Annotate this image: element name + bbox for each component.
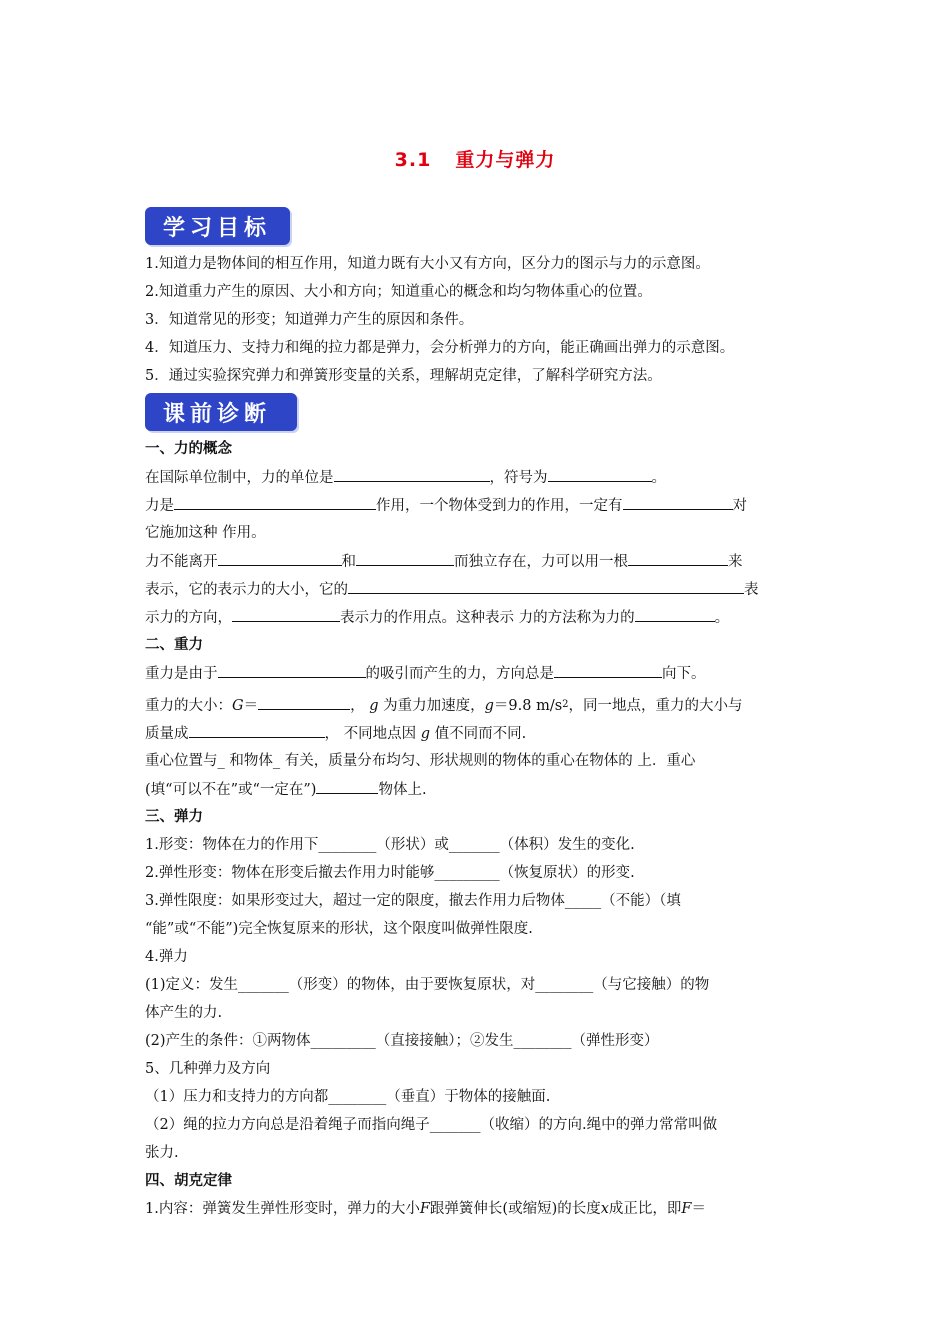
text-line: （2）绳的拉力方向总是沿着绳子而指向绳子_______（收缩）的方向.绳中的弹力常常叫做 <box>145 1117 718 1133</box>
text-line: 表示，它的表示力的大小，它的 表 <box>145 579 805 600</box>
text-line: (2)产生的条件：①两物体_________（直接接触）；②发生________（弹性形变） <box>145 1033 659 1049</box>
fill-blank[interactable] <box>174 495 376 510</box>
text-line: “能”或“不能”)完全恢复原来的形状，这个限度叫做弹性限度. <box>145 921 533 937</box>
text-line: 在国际单位制中，力的单位是 ，符号为 。 <box>145 467 805 488</box>
page-title: 3.1 重力与弹力 <box>394 149 556 171</box>
text-line: 1.形变：物体在力的作用下________（形状）或_______（体积）发生的变化. <box>145 837 635 853</box>
text-line: 示力的方向， 表示力的作用点。这种表示 力的方法称为力的 。 <box>145 607 805 628</box>
text-line: 张力. <box>145 1145 179 1161</box>
goal-item: 1.知道力是物体间的相互作用，知道力既有大小又有方向，区分力的图示与力的示意图。 <box>145 256 710 272</box>
goal-item: 2.知道重力产生的原因、大小和方向；知道重心的概念和均匀物体重心的位置。 <box>145 284 652 300</box>
fill-blank[interactable] <box>258 695 350 710</box>
fill-blank[interactable] <box>628 551 728 566</box>
goal-item: 5．通过实验探究弹力和弹簧形变量的关系，理解胡克定律，了解科学研究方法。 <box>145 368 662 384</box>
goal-item: 4．知道压力、支持力和绳的拉力都是弹力，会分析弹力的方向，能正确画出弹力的示意图。 <box>145 340 735 356</box>
text-line: （1）压力和支持力的方向都________（垂直）于物体的接触面. <box>145 1089 551 1105</box>
fill-blank[interactable] <box>218 551 342 566</box>
text-line: 2.弹性形变：物体在形变后撤去作用力时能够_________（恢复原状）的形变. <box>145 865 635 881</box>
text-line: (填“可以不在”或“一定在”) 物体上. <box>145 779 805 800</box>
text-line: 1.内容：弹簧发生弹性形变时，弹力的大小F跟弹簧伸长(或缩短)的长度x成正比，即F＝ <box>145 1201 706 1217</box>
section-heading: 三、弹力 <box>145 809 203 825</box>
text-line: 力不能离开 和 而独立存在，力可以用一根 来 <box>145 551 805 572</box>
text-line: 重力是由于 的吸引而产生的力，方向总是 向下。 <box>145 663 805 684</box>
fill-blank[interactable] <box>232 607 340 622</box>
fill-blank[interactable] <box>623 495 733 510</box>
fill-blank[interactable] <box>348 579 744 594</box>
section-heading: 一、力的概念 <box>145 441 232 457</box>
section-heading: 四、胡克定律 <box>145 1173 232 1189</box>
text-line: 质量成 ， 不同地点因 g 值不同而不同. <box>145 723 805 744</box>
text-line: 重力的大小：G＝ ， g 为重力加速度，g＝9.8 $m/s^2$，同一地点，重力的大小与 <box>145 695 805 716</box>
fill-blank[interactable] <box>189 723 325 738</box>
text-line: 它施加这种 作用。 <box>145 525 266 541</box>
fill-blank[interactable] <box>635 607 715 622</box>
section-heading: 二、重力 <box>145 637 203 653</box>
fill-blank[interactable] <box>356 551 454 566</box>
diagnosis-banner: 课前诊断 <box>145 393 297 431</box>
text-line: 体产生的力. <box>145 1005 223 1021</box>
text-line: (1)定义：发生_______（形变）的物体，由于要恢复原状，对________（与它接触）的物 <box>145 977 710 993</box>
fill-blank[interactable] <box>334 467 490 482</box>
fill-blank[interactable] <box>548 467 652 482</box>
fill-blank[interactable] <box>218 663 366 678</box>
fill-blank[interactable] <box>554 663 662 678</box>
text-line: 5、几种弹力及方向 <box>145 1061 271 1077</box>
goals-banner: 学习目标 <box>145 207 290 245</box>
text-line: 重心位置与_ 和物体_ 有关，质量分布均匀、形状规则的物体的重心在物体的 上．重心 <box>145 753 696 769</box>
text-line: 4.弹力 <box>145 949 188 965</box>
text-line: 力是 作用，一个物体受到力的作用，一定有 对 <box>145 495 805 516</box>
fill-blank[interactable] <box>316 779 378 794</box>
text-line: 3.弹性限度：如果形变过大，超过一定的限度，撤去作用力后物体_____（不能）（填 <box>145 893 681 909</box>
goal-item: 3．知道常见的形变；知道弹力产生的原因和条件。 <box>145 312 474 328</box>
